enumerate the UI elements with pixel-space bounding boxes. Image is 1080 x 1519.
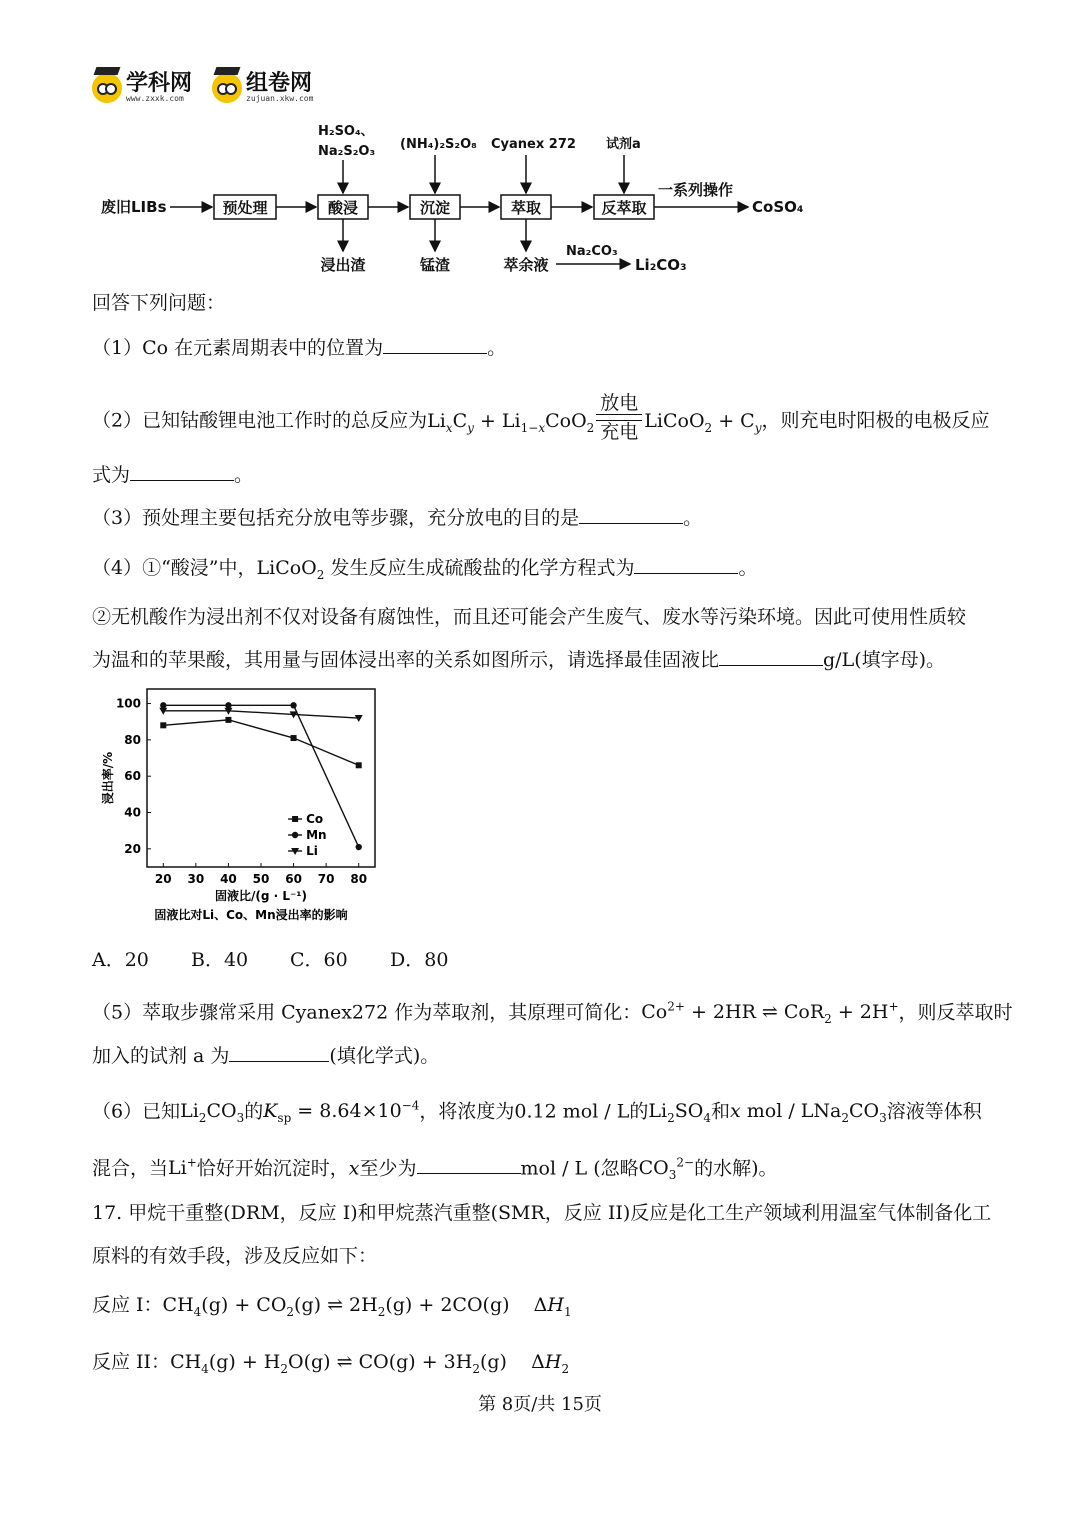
question-2: （2）已知钴酸锂电池工作时的总反应为$Li_xC_y + Li_{1-x}CoO_2$ 放电 充电 LiCoO$_2$ + $C_y$，则充电时阳极的电极反应 [92, 392, 990, 443]
data-point-co [225, 717, 231, 723]
question-17-line1: 17. 甲烷干重整(DRM，反应 I)和甲烷蒸汽重整(SMR，反应 II)反应是化工生产领域利用温室气体制备化工 [92, 1202, 992, 1224]
x-tick-label: 40 [220, 872, 237, 886]
legend-label: Li [306, 844, 318, 858]
page-footer: 第 8页/共 15页 [478, 1394, 602, 1415]
leaching-rate-chart [90, 684, 400, 934]
flow-residue-mn: 锰渣 [419, 256, 451, 274]
x-tick-label: 70 [317, 872, 335, 886]
data-point-co [291, 735, 297, 741]
flow-step-strip: 反萃取 [601, 199, 647, 217]
mascot-icon [212, 73, 242, 103]
logo-text: 组卷网 [246, 71, 313, 96]
flow-input: 废旧LIBs [101, 198, 167, 216]
reaction-1: 反应 I：$CH_4(g) + CO_2(g)$ ⇌ $2H_2(g) + 2CO(g)$ $\Delta H_1$ [92, 1294, 572, 1319]
answer-blank[interactable] [634, 555, 738, 574]
intro-text: 回答下列问题： [92, 292, 226, 314]
question-1: （1）Co 在元素周期表中的位置为 。 [92, 337, 507, 359]
flow-reagent-acid-2: Na₂S₂O₃ [318, 144, 376, 159]
option-c[interactable]: C．60 [290, 949, 348, 971]
flow-step-extract: 萃取 [510, 199, 542, 217]
y-tick-label: 20 [124, 841, 141, 856]
data-point-mn [225, 702, 231, 708]
series-line-li [163, 711, 358, 718]
answer-blank[interactable] [719, 647, 823, 666]
logo-xuekewang [92, 70, 192, 106]
y-axis-label: 浸出率/% [101, 751, 115, 805]
x-tick-label: 80 [350, 872, 368, 886]
logo-zujuanwang [212, 70, 313, 106]
series-line-co [163, 720, 358, 765]
flow-series-ops: 一系列操作 [658, 181, 734, 199]
reaction-2: 反应 II：$CH_4(g) + H_2O(g)$ ⇌ $CO(g) + 3H_2(g)$ $\Delta H_2$ [92, 1351, 570, 1376]
legend-marker [292, 832, 298, 838]
question-3: （3）预处理主要包括充分放电等步骤，充分放电的目的是 。 [92, 507, 703, 529]
question-4b-line2: 为温和的苹果酸，其用量与固体浸出率的关系如图所示，请选择最佳固液比 g/L(填字母)。 [92, 649, 946, 671]
y-tick-label: 100 [115, 696, 141, 711]
x-axis-label: 固液比/(g · L⁻¹) [214, 889, 308, 903]
flow-reagent-extract: Cyanex 272 [491, 137, 576, 152]
x-tick-label: 20 [154, 872, 172, 886]
logo-url: www.zxxk.com [126, 94, 184, 103]
process-flow-diagram [0, 115, 1080, 285]
data-point-mn [290, 702, 296, 708]
option-a[interactable]: A．20 [92, 949, 149, 971]
flow-reagent-strip: 试剂a [606, 137, 641, 152]
option-b[interactable]: B．40 [191, 949, 249, 971]
logo-url: zujuan.xkw.com [246, 94, 314, 103]
question-6: （6）已知$Li_2CO_3$的$K_{sp} = 8.64\times 10^{-4}$，将浓度为0.12 mol / L的$Li_2SO_4$和x mol / $LNa_2CO_3$溶液等体积 [92, 1099, 982, 1126]
flow-na2co3: Na₂CO₃ [566, 244, 618, 259]
question-17-line2: 原料的有效手段，涉及反应如下： [92, 1245, 378, 1267]
flow-reagent-precip: (NH₄)₂S₂O₈ [400, 137, 477, 152]
legend-marker [292, 816, 298, 822]
x-tick-label: 30 [187, 872, 205, 886]
option-d[interactable]: D．80 [390, 949, 449, 971]
answer-blank[interactable] [229, 1043, 329, 1062]
series-line-mn [163, 705, 358, 847]
flow-step-precip: 沉淀 [419, 199, 451, 217]
answer-blank[interactable] [383, 335, 487, 354]
answer-blank[interactable] [579, 505, 683, 524]
answer-blank[interactable] [130, 462, 234, 481]
data-point-mn [356, 844, 362, 850]
x-tick-label: 60 [285, 872, 302, 886]
question-6-cont: 混合，当Li+恰好开始沉淀时，x至少为 mol / L (忽略$CO_3^{2-}$的水解)。 [92, 1156, 778, 1183]
x-tick-label: 50 [252, 872, 270, 886]
data-point-mn [160, 702, 166, 708]
y-tick-label: 80 [124, 732, 141, 747]
chart-caption: 固液比对Li、Co、Mn浸出率的影响 [154, 908, 348, 922]
flow-product: CoSO₄ [752, 198, 804, 216]
legend-label: Co [306, 812, 324, 826]
mascot-icon [92, 73, 122, 103]
plot-frame [147, 689, 375, 867]
flow-raffinate: 萃余液 [503, 256, 549, 274]
question-2-cont: 式为 。 [92, 464, 254, 486]
data-point-co [356, 762, 362, 768]
question-4b-line1: ②无机酸作为浸出剂不仅对设备有腐蚀性，而且还可能会产生废气、废水等污染环境。因此可使用性质较 [92, 606, 967, 628]
flow-step-pretreat: 预处理 [222, 199, 268, 217]
flow-residue-leach: 浸出渣 [320, 256, 366, 274]
question-4: （4）①“酸浸”中，LiCoO$_2$ 发生反应生成硫酸盐的化学方程式为 。 [92, 557, 758, 582]
logo-text: 学科网 [126, 71, 193, 96]
legend-label: Mn [306, 828, 327, 842]
y-tick-label: 60 [124, 769, 141, 784]
flow-reagent-acid-1: H₂SO₄、 [318, 124, 374, 139]
reversible-reaction-sign: 放电 充电 [596, 392, 642, 443]
question-5-cont: 加入的试剂 a 为 (填化学式)。 [92, 1045, 440, 1067]
answer-blank[interactable] [417, 1155, 521, 1174]
question-5: （5）萃取步骤常采用 Cyanex272 作为萃取剂，其原理可简化：$Co^{2+} + 2HR$ ⇌ CoR$_2$ + 2H+，则反萃取时 [92, 1000, 1013, 1027]
y-tick-label: 40 [124, 805, 141, 820]
flow-step-acid-leach: 酸浸 [327, 199, 359, 217]
data-point-co [160, 722, 166, 728]
flow-li2co3: Li₂CO₃ [635, 256, 687, 274]
